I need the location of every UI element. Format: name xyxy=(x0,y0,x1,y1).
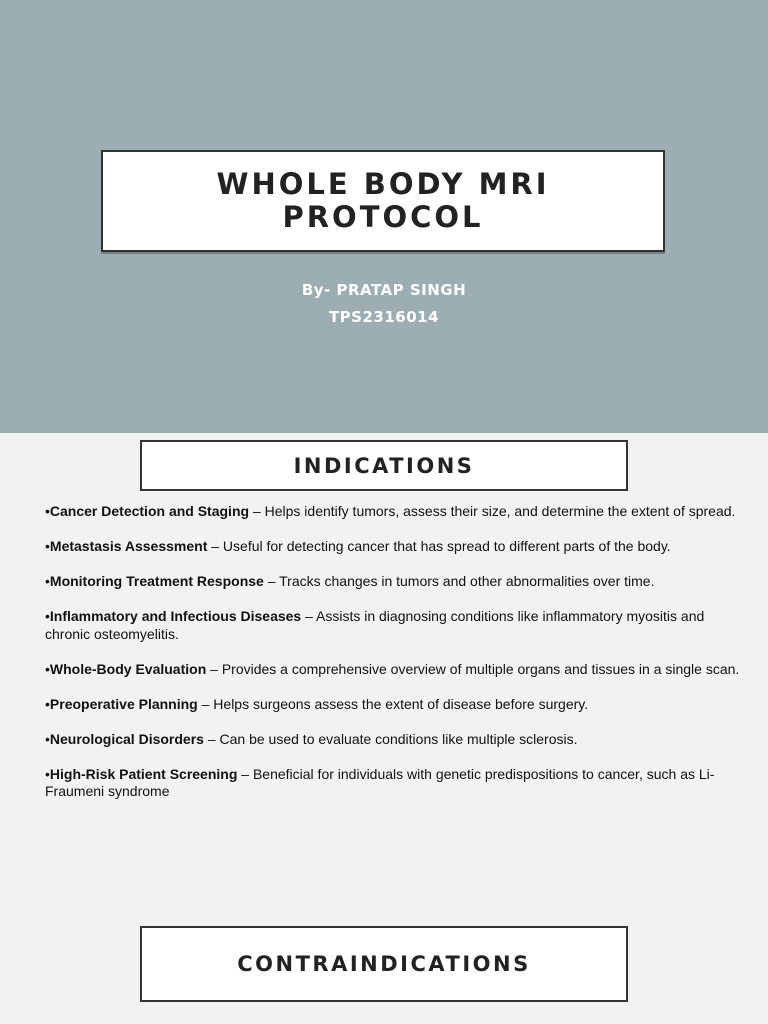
bullet-icon: • xyxy=(45,660,50,677)
list-item xyxy=(45,608,745,643)
contraindications-heading-box xyxy=(140,926,628,1002)
list-item xyxy=(45,573,745,591)
indications-heading-box xyxy=(140,440,628,491)
bullet-icon: • xyxy=(45,573,50,589)
list-item xyxy=(45,503,745,521)
bullet-icon: • xyxy=(45,538,50,554)
indication-description: – Helps identify tumors, assess their size, and determine the extent of spread. xyxy=(249,503,736,519)
indication-term: Whole-Body Evaluation xyxy=(49,660,207,677)
slide-title: WHOLE BODY MRI PROTOCOL xyxy=(216,167,550,234)
title-box xyxy=(101,150,665,252)
bullet-icon: • xyxy=(45,765,50,782)
indication-description: – Tracks changes in tumors and other abnormalities over time. xyxy=(263,573,655,589)
bullet-icon: • xyxy=(45,608,50,624)
list-item xyxy=(45,661,745,679)
list-item xyxy=(45,696,745,714)
contraindications-heading: CONTRAINDICATIONS xyxy=(237,952,531,976)
indication-term: Preoperative Planning xyxy=(49,695,198,712)
author-id: TPS2316014 xyxy=(328,308,440,326)
indication-term: Neurological Disorders xyxy=(49,730,204,747)
indications-list xyxy=(45,503,745,818)
indication-description: – Beneficial for individuals with genetic predispositions to cancer, such as Li-Fraumeni syndrome xyxy=(45,765,715,799)
list-item xyxy=(45,538,745,556)
bullet-icon: • xyxy=(45,695,50,712)
list-item xyxy=(45,731,745,749)
indications-heading: INDICATIONS xyxy=(293,453,475,478)
title-slide xyxy=(0,0,768,433)
indication-description: – Useful for detecting cancer that has spread to different parts of the body. xyxy=(207,538,671,554)
bullet-icon: • xyxy=(45,503,50,519)
indication-term: Inflammatory and Infectious Diseases xyxy=(49,608,302,624)
indication-description: – Provides a comprehensive overview of multiple organs and tissues in a single scan. xyxy=(206,660,740,677)
indication-term: Monitoring Treatment Response xyxy=(49,573,264,589)
author-name: By- PRATAP SINGH xyxy=(301,281,467,299)
indication-term: Cancer Detection and Staging xyxy=(49,503,250,519)
indication-description: – Helps surgeons assess the extent of disease before surgery. xyxy=(197,695,589,712)
byline xyxy=(0,277,768,331)
indication-description: – Can be used to evaluate conditions like multiple sclerosis. xyxy=(203,730,578,747)
indication-description: – Assists in diagnosing conditions like inflammatory myositis and chronic osteomyelitis. xyxy=(45,608,705,642)
list-item xyxy=(45,766,745,801)
indication-term: High-Risk Patient Screening xyxy=(49,765,238,782)
bullet-icon: • xyxy=(45,730,50,747)
indication-term: Metastasis Assessment xyxy=(49,538,208,554)
